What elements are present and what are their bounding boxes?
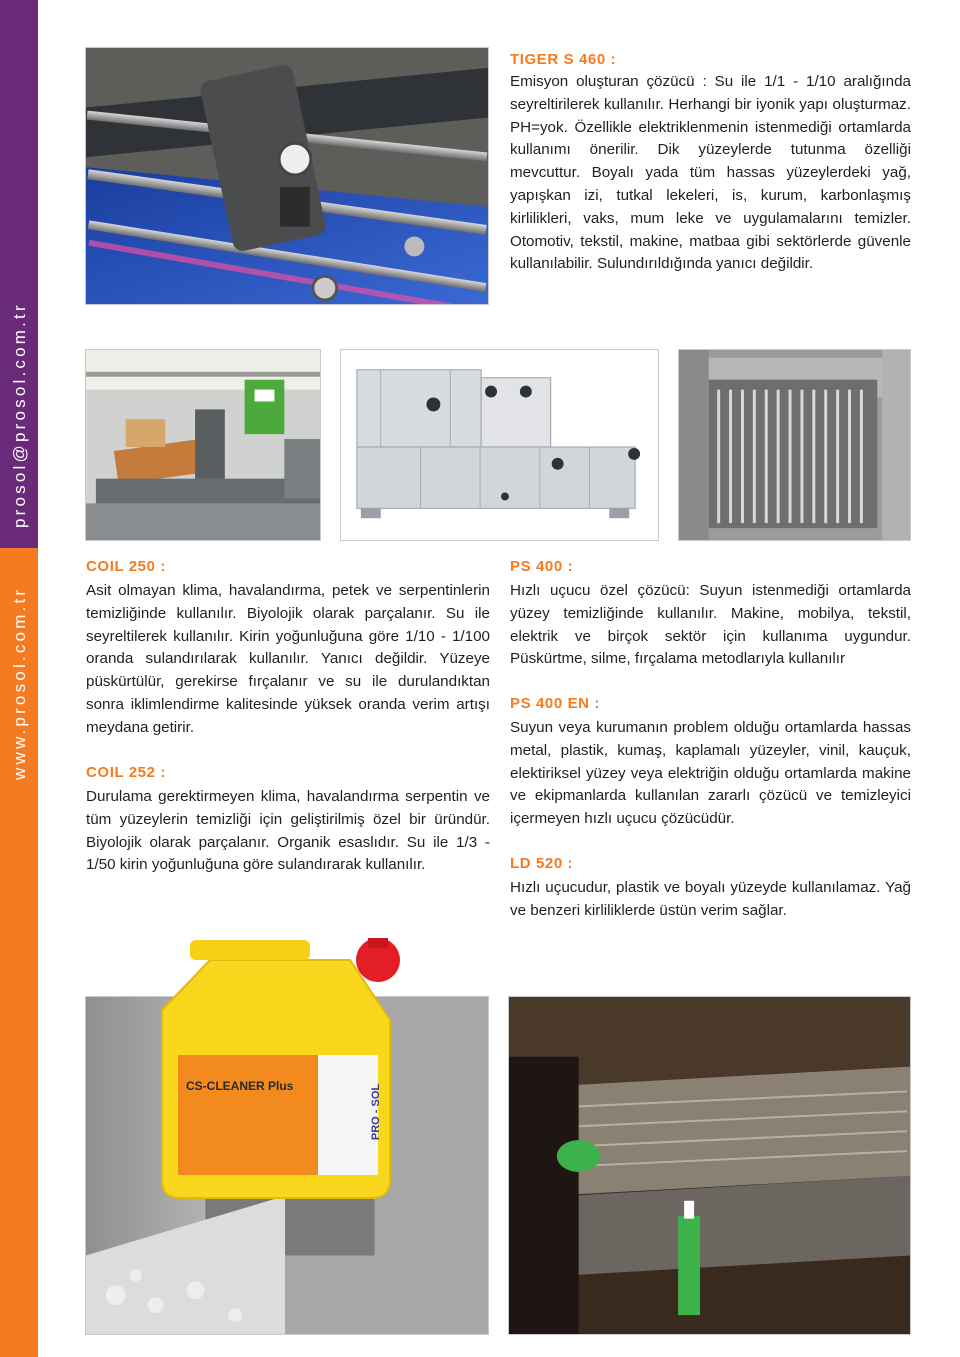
ps400-text: Hızlı uçucu özel çözücü: Suyun istenmediği ortamlarda yüzey temizliğinde kullanılır. Makine, mobilya, tekstil, elektrik ve birçok sektör için kullanıma uygundur. Püskürtme, silme, fırçalama metodlarıyla kullanılır (510, 582, 911, 668)
product-name: CS-CLEANER Plus (186, 1079, 294, 1093)
coil252-text: Durulama gerektirmeyen klima, havalandırma serpentin ve tüm yüzeylerin temizliği için geliştirilmiş özel bir üründür. Biyolojik olarak parçalanır. Organik esaslıdır. Su ile 1/3 - 1/50 kirin yoğunluğuna göre sulandırarak kullanılır. (86, 788, 490, 874)
sidebar-email[interactable]: prosol@prosol.com.tr (10, 302, 29, 528)
coil-photo (678, 349, 911, 541)
coil250-text: Asit olmayan klima, havalandırma, petek ve serpentinlerin temizliğinde kullanılır. Biyolojik olarak parçalanır. Su ile seyreltilerek kullanılır. Kirin yoğunluğuna göre 1/10 - 1/100 oranda sulandırılarak kullanılır. Yanıcı değildir. Yüzeye püskürtülür, gerekirse fırçalanır ve su ile durulandıktan sonra iklimlendirme kalitesinde yüksek oranda verim artışı meydana getirir. (86, 582, 490, 736)
ld520-text: Hızlı uçucudur, plastik ve boyalı yüzeyde kullanılamaz. Yağ ve benzeri kirliliklerde üstün verim sağlar. (510, 879, 911, 919)
factory-photo (85, 349, 321, 541)
worker-cleaning-photo (508, 996, 911, 1335)
product-canister (150, 930, 412, 1202)
product-brand: PRO - SOL (370, 1083, 382, 1141)
ps400en-text: Suyun veya kurumanın problem olduğu ortamlarda hassas metal, plastik, kumaş, kaplamalı yüzeyler, vinil, kauçuk, elektiriksel yüzey veya elektriğin olduğu ortamlarda makine ve ekipmanlarda kullanılan zararlı çözücü ve temizleyici içermeyen hızlı uçucu çözücüdür. (510, 719, 911, 828)
tiger-heading: TIGER S 460 : (510, 51, 617, 68)
ps400-heading: PS 400 : (510, 558, 574, 575)
sidebar-website[interactable]: www.prosol.com.tr (10, 586, 29, 780)
air-handling-unit-photo (340, 349, 659, 541)
tiger-text: Emisyon oluşturan çözücü : Su ile 1/1 - 1/10 aralığında seyreltirilerek kullanılır. Herhangi bir iyonik yapı oluşturmaz. PH=yok. Özellikle elektriklenmenin istenmediği ortamlarda kullanımı önerilir. Dik yüzeylerde tutunma özelliği mevcuttur. Boyalı yada tüm hassas yüzeylerdeki yağ, yapışkan izi, tutkal lekeleri, is, kurum, karbonlaşmış kirlilikleri, vaks, mum leke ve uygulamalarını temizler. Otomotiv, tekstil, makine, matbaa gibi sektörlerde güvenle kullanılabilir. Sulundırıldığında yanıcı değildir. (510, 73, 911, 273)
ps400en-heading: PS 400 EN : (510, 695, 600, 712)
ld520-heading: LD 520 : (510, 855, 574, 872)
coil250-heading: COIL 250 : (86, 558, 166, 575)
printing-machine-photo (85, 47, 489, 305)
coil252-heading: COIL 252 : (86, 764, 166, 781)
